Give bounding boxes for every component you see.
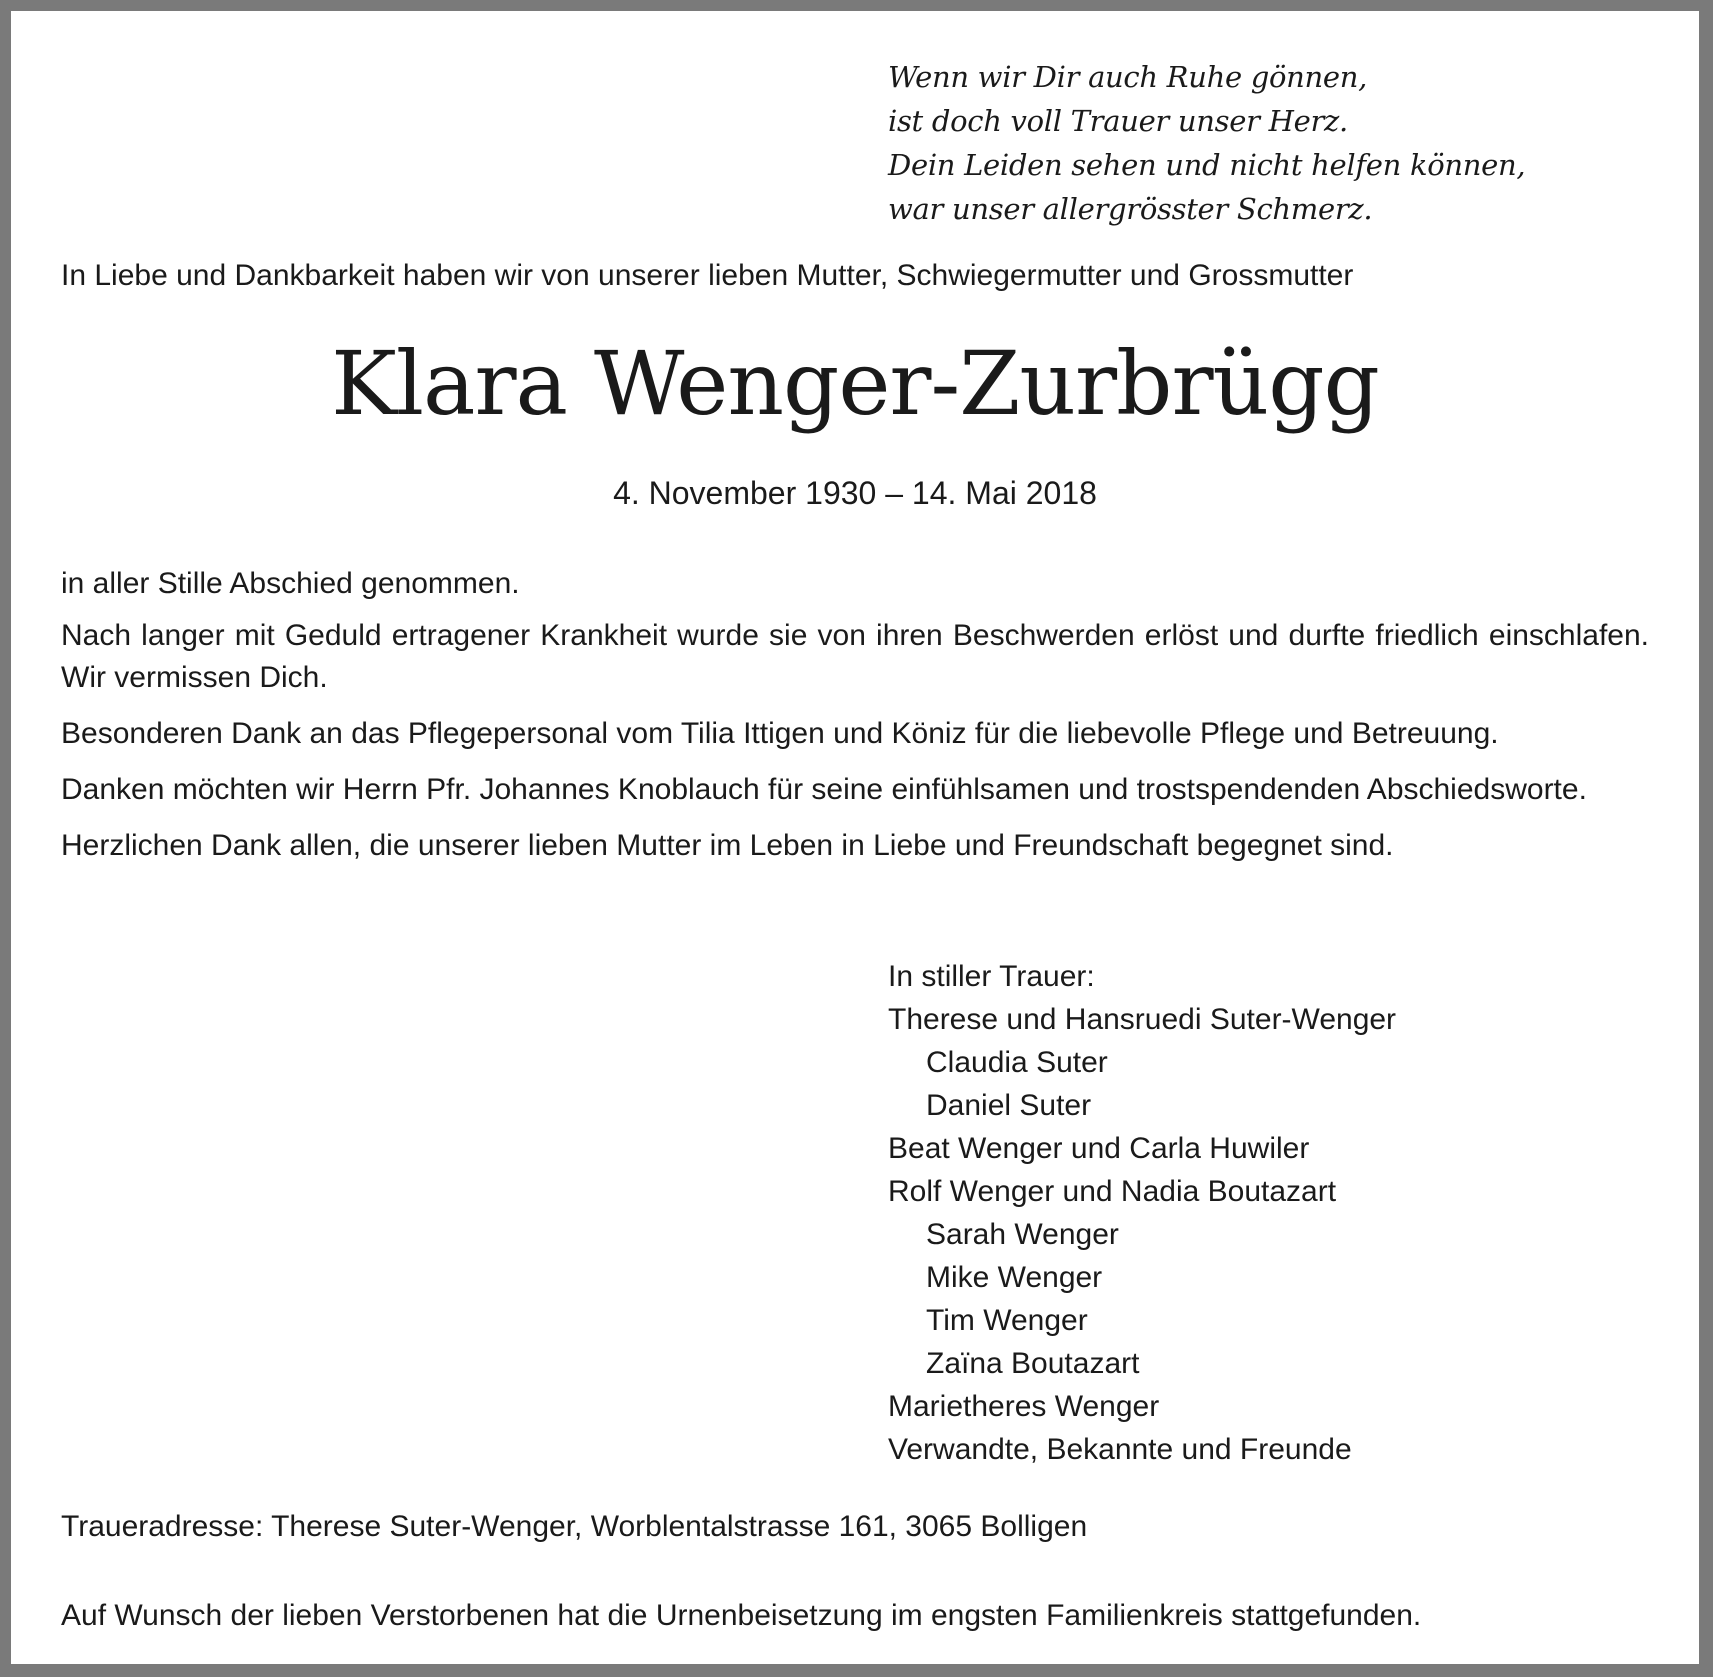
mourner-name: Therese und Hansruedi Suter-Wenger <box>888 1003 1397 1036</box>
intro-text: In Liebe und Dankbarkeit haben wir von unserer lieben Mutter, Schwiegermutter und Grossmutter <box>61 259 1354 292</box>
mourning-address: Traueradresse: Therese Suter-Wenger, Worblentalstrasse 161, 3065 Bolligen <box>61 1510 1088 1543</box>
obituary-page <box>11 11 1699 1664</box>
mourner-name: Claudia Suter <box>926 1046 1108 1079</box>
mourner-name: Marietheres Wenger <box>888 1390 1160 1423</box>
mourner-name: Beat Wenger und Carla Huwiler <box>888 1132 1310 1165</box>
mourner-name: Daniel Suter <box>926 1089 1092 1122</box>
poem-line: ist doch voll Trauer unser Herz. <box>888 104 1348 138</box>
mourner-name: Mike Wenger <box>926 1261 1103 1294</box>
mourner-name: Verwandte, Bekannte und Freunde <box>888 1433 1352 1466</box>
poem-line: war unser allergrösster Schmerz. <box>888 192 1373 226</box>
mourners-heading: In stiller Trauer: <box>888 960 1095 993</box>
body-paragraph: Herzlichen Dank allen, die unserer lieben Mutter im Leben in Liebe und Freundschaft begegnet sind. <box>61 829 1394 862</box>
poem-line: Wenn wir Dir auch Ruhe gönnen, <box>888 60 1368 94</box>
body-paragraph: Danken möchten wir Herrn Pfr. Johannes Knoblauch für seine einfühlsamen und trostspendenden Abschiedsworte. <box>61 773 1587 806</box>
closing-note: Auf Wunsch der lieben Verstorbenen hat die Urnenbeisetzung im engsten Familienkreis stattgefunden. <box>61 1599 1422 1632</box>
body-paragraph: Nach langer mit Geduld ertragener Krankheit wurde sie von ihren Beschwerden erlöst und durfte friedlich einschlafen. Wir vermissen Dich. <box>61 619 1649 694</box>
poem <box>888 55 1525 231</box>
mourners-list <box>888 955 1396 1471</box>
mourner-name: Tim Wenger <box>926 1304 1088 1337</box>
deceased-name: Klara Wenger-Zurbrügg <box>331 332 1379 435</box>
body-paragraph: Besonderen Dank an das Pflegepersonal vom Tilia Ittigen und Köniz für die liebevolle Pflege und Betreuung. <box>61 717 1499 750</box>
body-paragraph: in aller Stille Abschied genommen. <box>61 567 520 600</box>
mourner-name: Sarah Wenger <box>926 1218 1119 1251</box>
mourner-name: Rolf Wenger und Nadia Boutazart <box>888 1175 1337 1208</box>
life-dates: 4. November 1930 – 14. Mai 2018 <box>613 475 1097 511</box>
body-text <box>61 563 1649 881</box>
mourner-name: Zaïna Boutazart <box>926 1347 1140 1380</box>
poem-line: Dein Leiden sehen und nicht helfen können, <box>888 148 1526 182</box>
